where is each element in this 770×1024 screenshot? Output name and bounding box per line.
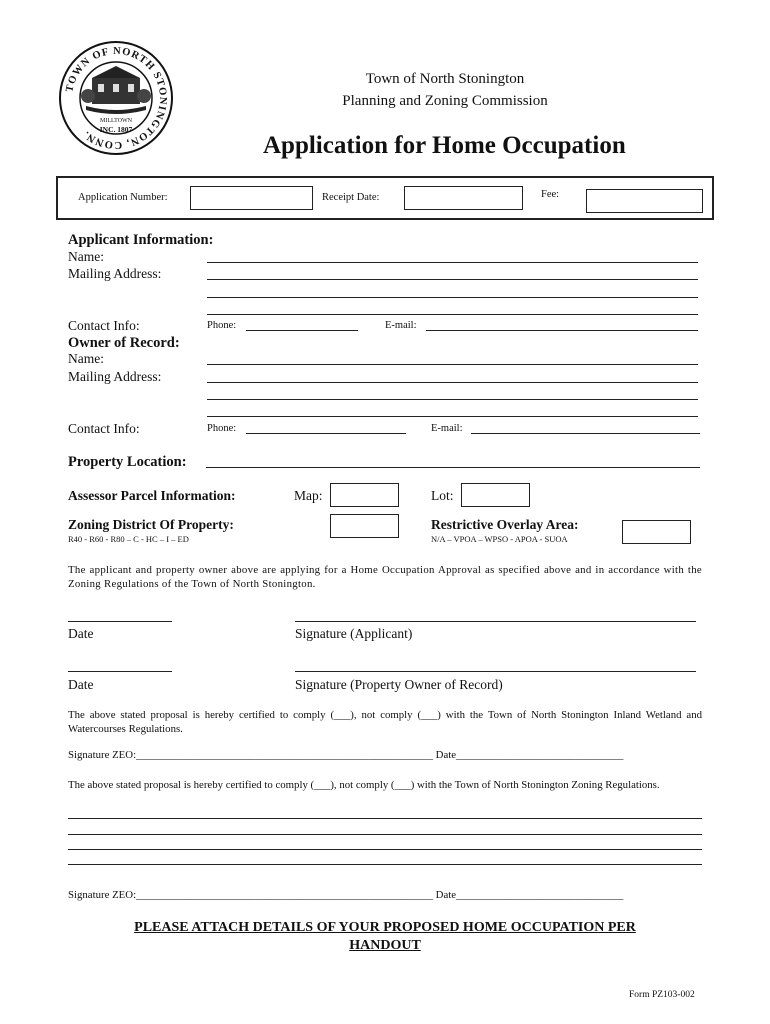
lot-field[interactable] bbox=[461, 483, 530, 507]
applicant-email-label: E-mail: bbox=[385, 320, 417, 331]
owner-address-line-3[interactable] bbox=[207, 416, 698, 417]
owner-name-line[interactable] bbox=[207, 364, 698, 365]
owner-heading: Owner of Record: bbox=[68, 335, 180, 351]
receipt-date-label: Receipt Date: bbox=[322, 192, 380, 203]
applicant-email-line[interactable] bbox=[426, 330, 698, 331]
overlay-area-label: Restrictive Overlay Area: bbox=[431, 517, 579, 532]
owner-mailing-label: Mailing Address: bbox=[68, 369, 162, 384]
zoning-certification: The above stated proposal is hereby certified to comply (___), not comply (___) with the Town of North Stonington Zoning Regulations. bbox=[68, 779, 660, 791]
notes-line-4[interactable] bbox=[68, 864, 702, 865]
zoning-district-field[interactable] bbox=[330, 514, 399, 538]
owner-phone-line[interactable] bbox=[246, 433, 406, 434]
notes-line-1[interactable] bbox=[68, 818, 702, 819]
owner-email-line[interactable] bbox=[471, 433, 700, 434]
date-line-2[interactable] bbox=[68, 671, 172, 672]
notes-line-2[interactable] bbox=[68, 834, 702, 835]
owner-contact-label: Contact Info: bbox=[68, 421, 140, 436]
map-field[interactable] bbox=[330, 483, 399, 507]
fee-field[interactable] bbox=[586, 189, 703, 213]
commission-name: Planning and Zoning Commission bbox=[342, 93, 548, 109]
inland-wetland-certification: The above stated proposal is hereby certified to comply (___), not comply (___) with the Town of North Stonington Inland Wetland and Watercourses Regulations. bbox=[68, 709, 702, 735]
lot-label: Lot: bbox=[431, 488, 454, 503]
signature-owner-label: Signature (Property Owner of Record) bbox=[295, 677, 503, 692]
town-seal-logo bbox=[58, 40, 174, 156]
applicant-phone-label: Phone: bbox=[207, 320, 237, 331]
map-label: Map: bbox=[294, 488, 323, 503]
owner-address-line-1[interactable] bbox=[207, 382, 698, 383]
applicant-name-label: Name: bbox=[68, 249, 104, 264]
assessor-parcel-label: Assessor Parcel Information: bbox=[68, 488, 236, 503]
date-label-1: Date bbox=[68, 626, 94, 641]
svg-text:INC. 1807: INC. 1807 bbox=[99, 125, 133, 134]
applicant-statement: The applicant and property owner above are applying for a Home Occupation Approval as specified above and in accordance with the Zoning Regulations of the Town of North Stonington. bbox=[68, 564, 702, 590]
owner-phone-label: Phone: bbox=[207, 423, 237, 434]
property-location-label: Property Location: bbox=[68, 454, 187, 470]
zeo-signature-line-1[interactable]: Signature ZEO:_______________________________________________________ Date_______________________________ bbox=[68, 749, 624, 761]
signature-applicant-line[interactable] bbox=[295, 621, 696, 622]
zeo-signature-line-2[interactable]: Signature ZEO:_______________________________________________________ Date_______________________________ bbox=[68, 889, 624, 901]
attach-notice-line-2: HANDOUT bbox=[349, 938, 421, 953]
owner-address-line-2[interactable] bbox=[207, 399, 698, 400]
fee-label: Fee: bbox=[541, 189, 560, 200]
svg-text:MILLTOWN: MILLTOWN bbox=[100, 118, 132, 124]
owner-email-label: E-mail: bbox=[431, 423, 463, 434]
page-title: Application for Home Occupation bbox=[263, 132, 626, 159]
signature-owner-line[interactable] bbox=[295, 671, 696, 672]
zoning-district-options: R40 - R60 - R80 – C - HC – I – ED bbox=[68, 534, 189, 544]
applicant-contact-label: Contact Info: bbox=[68, 318, 140, 333]
applicant-heading: Applicant Information: bbox=[68, 232, 214, 248]
date-line-1[interactable] bbox=[68, 621, 172, 622]
zoning-district-label: Zoning District Of Property: bbox=[68, 517, 234, 532]
applicant-address-line-1[interactable] bbox=[207, 279, 698, 280]
owner-name-label: Name: bbox=[68, 351, 104, 366]
applicant-name-line[interactable] bbox=[207, 262, 698, 263]
applicant-mailing-label: Mailing Address: bbox=[68, 266, 162, 281]
svg-text:TOWN OF NORTH STONINGTON, CONN: TOWN OF NORTH STONINGTON, CONN. bbox=[64, 45, 169, 151]
overlay-area-field[interactable] bbox=[622, 520, 691, 544]
applicant-address-line-2[interactable] bbox=[207, 297, 698, 298]
applicant-phone-line[interactable] bbox=[246, 330, 358, 331]
date-label-2: Date bbox=[68, 677, 94, 692]
application-number-field[interactable] bbox=[190, 186, 313, 210]
receipt-date-field[interactable] bbox=[404, 186, 523, 210]
property-location-line[interactable] bbox=[206, 467, 700, 468]
town-name: Town of North Stonington bbox=[365, 71, 525, 87]
applicant-address-line-3[interactable] bbox=[207, 314, 698, 315]
attach-notice-line-1: PLEASE ATTACH DETAILS OF YOUR PROPOSED HOME OCCUPATION PER bbox=[134, 920, 636, 935]
notes-line-3[interactable] bbox=[68, 849, 702, 850]
application-number-label: Application Number: bbox=[78, 192, 168, 203]
overlay-area-options: N/A – VPOA – WPSO - APOA - SUOA bbox=[431, 534, 568, 544]
signature-applicant-label: Signature (Applicant) bbox=[295, 626, 413, 641]
form-number: Form PZ103-002 bbox=[629, 990, 695, 1000]
